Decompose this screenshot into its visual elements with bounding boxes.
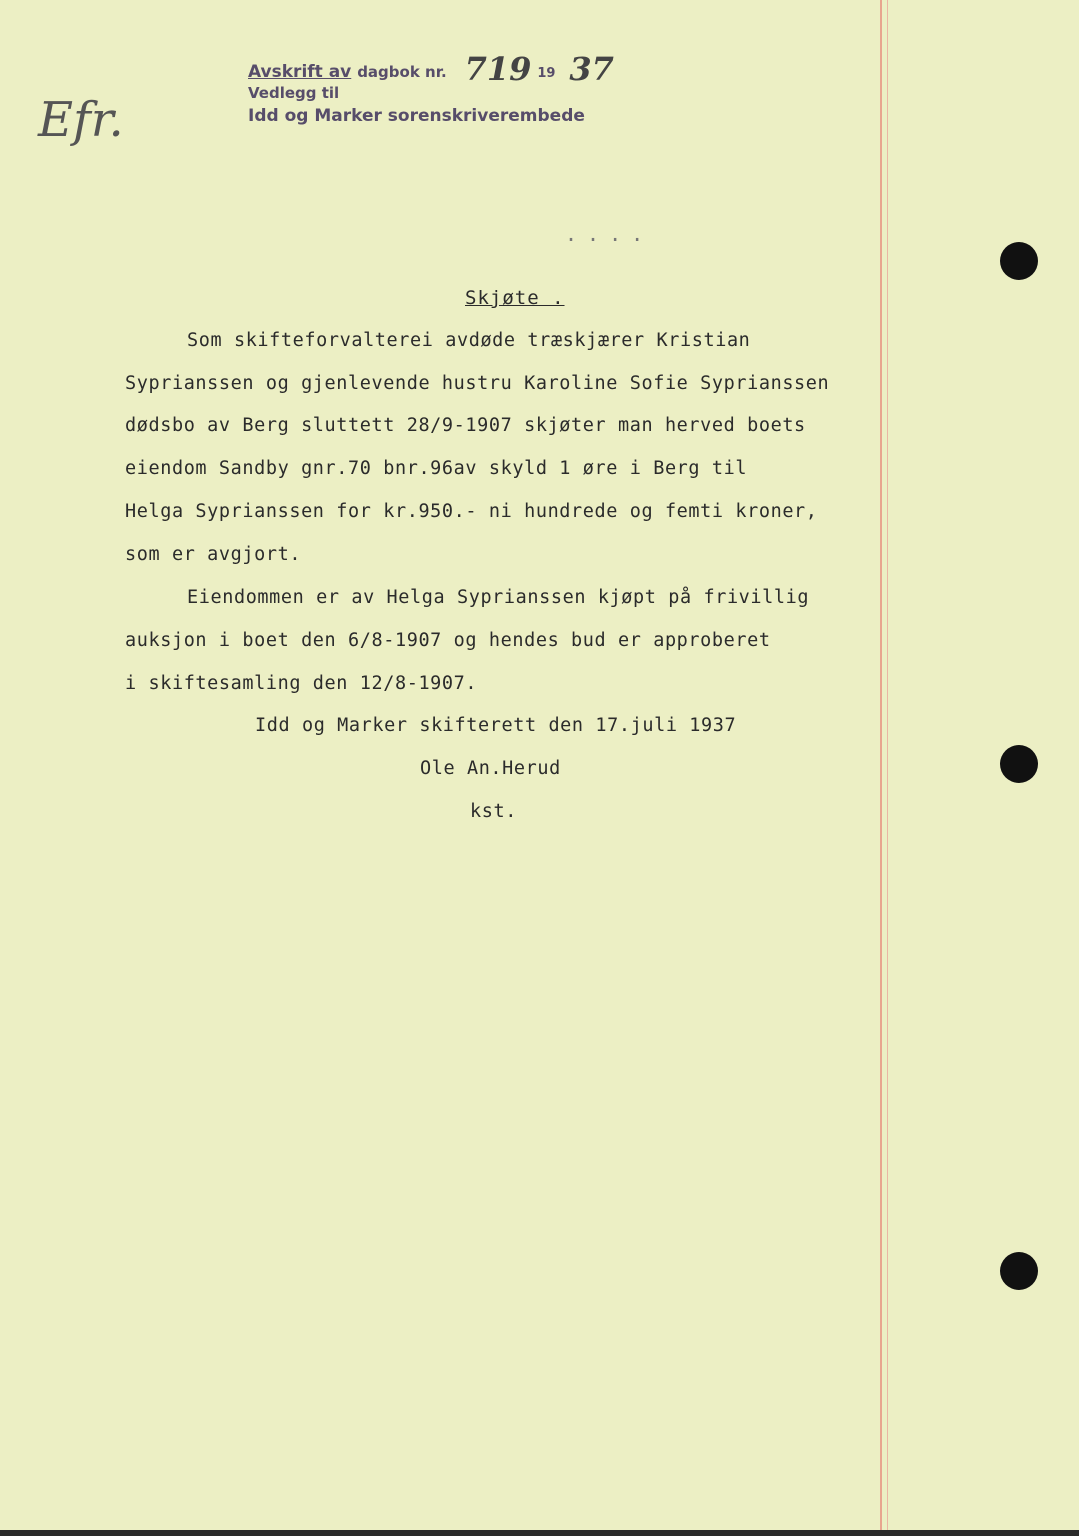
body-line: auksjon i boet den 6/8-1907 og hendes bud er approberet [125, 630, 771, 651]
signature-place-date: Idd og Marker skifterett den 17.juli 1937 [255, 715, 737, 736]
punch-hole [1000, 1252, 1038, 1290]
document-title: Skjøte . [465, 287, 565, 309]
body-line: dødsbo av Berg sluttett 28/9-1907 skjøter man herved boets [125, 415, 806, 436]
punch-hole [1000, 242, 1038, 280]
body-line: Syprianssen og gjenlevende hustru Karoline Sofie Syprianssen [125, 373, 830, 394]
stamp-line2: Vedlegg til [248, 84, 340, 102]
body-line: som er avgjort. [125, 544, 302, 565]
body-line: Eiendommen er av Helga Syprianssen kjøpt på frivillig [187, 587, 810, 608]
body-line: eiendom Sandby gnr.70 bnr.96av skyld 1 øre i Berg til [125, 458, 748, 479]
decorative-dots: .... [565, 222, 654, 246]
stamp-year-suffix: 37 [569, 50, 614, 88]
margin-annotation: Efr. [38, 92, 124, 148]
signature-name: Ole An.Herud [420, 758, 561, 779]
margin-rule [880, 0, 882, 1536]
body-line: Som skifteforvalterei avdøde træskjærer Kristian [187, 330, 751, 351]
margin-rule-secondary [887, 0, 888, 1536]
stamp-line1-a: Avskrift av [248, 62, 352, 82]
signature-title: kst. [470, 801, 517, 822]
stamp-line3: Idd og Marker sorenskriverembede [248, 106, 585, 126]
body-line: i skiftesamling den 12/8-1907. [125, 673, 478, 694]
body-line: Helga Syprianssen for kr.950.- ni hundrede og femti kroner, [125, 501, 818, 522]
stamp-handwritten-number: 719 [464, 50, 532, 88]
page-bottom-edge [0, 1530, 1079, 1536]
punch-hole [1000, 745, 1038, 783]
stamp-line1-b: dagbok nr. [357, 63, 447, 81]
stamp-year-prefix: 19 [537, 66, 556, 81]
registry-stamp [248, 50, 614, 126]
